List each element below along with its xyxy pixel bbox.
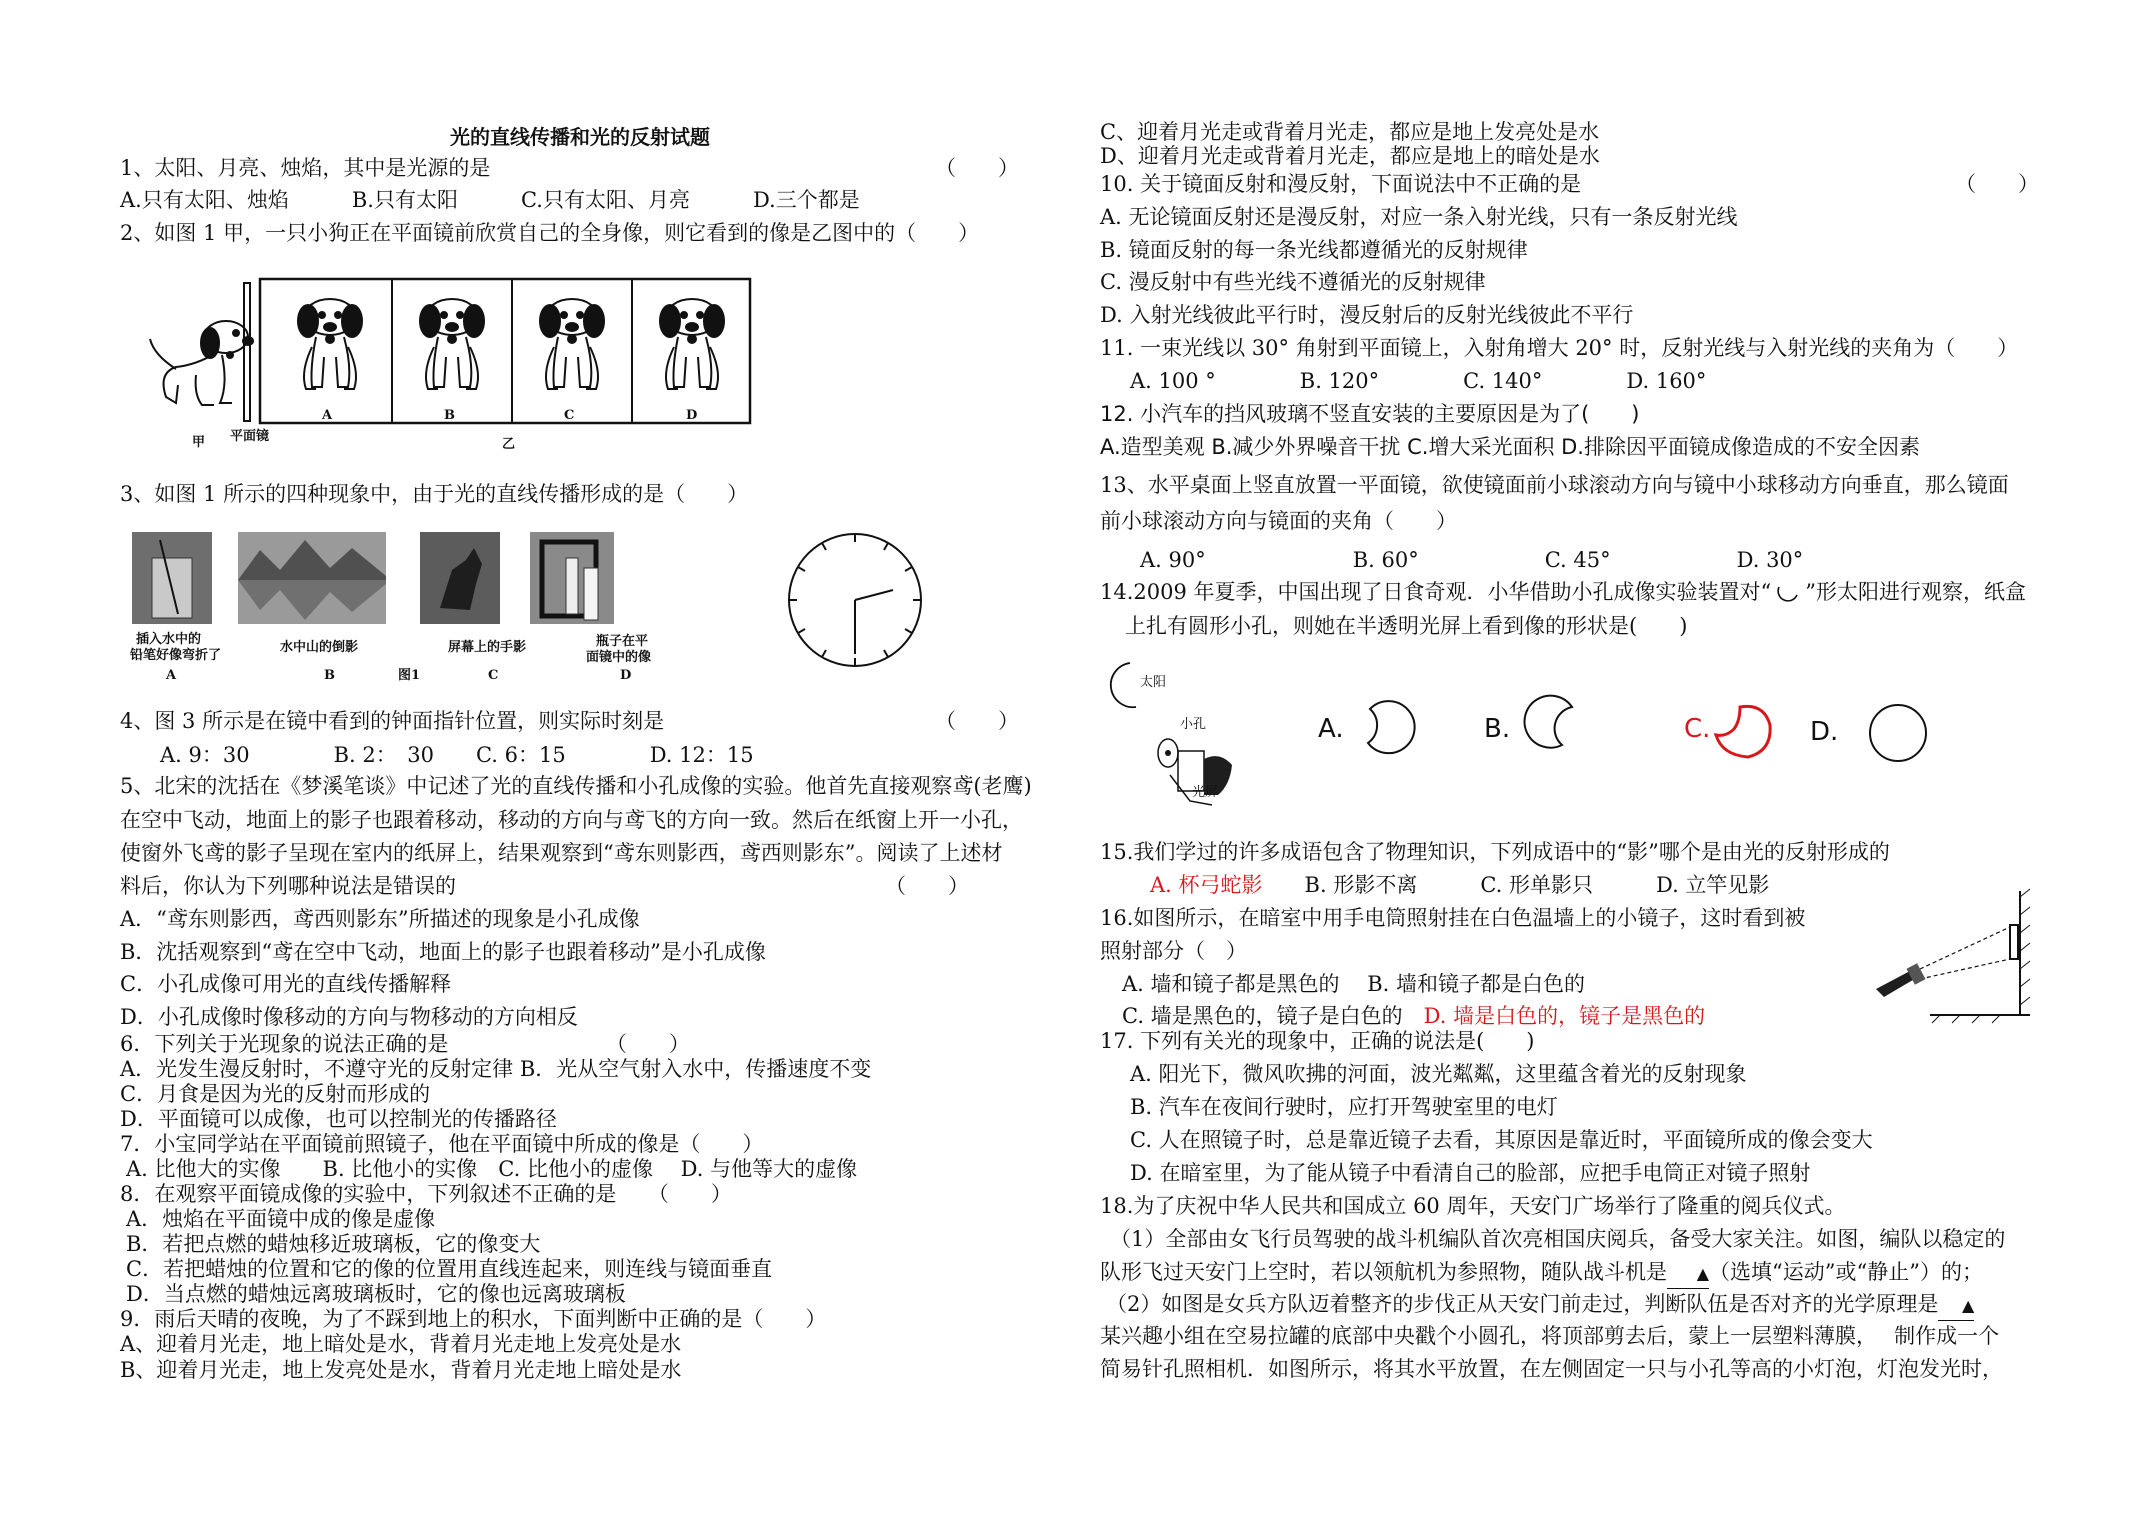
q14-stem-line1-a: 14.2009 年夏季，中国出现了日食奇观．小华借助小孔成像实验装置对“ — [1100, 580, 1772, 604]
q5-option-b: B．沈括观察到“鸢在空中飞动，地面上的影子也跟着移动”是小孔成像 — [120, 940, 766, 964]
fig2-c-label: C — [488, 668, 499, 683]
fig1-label-yi: 乙 — [502, 437, 516, 452]
fig2-a-caption-1: 插入水中的 — [136, 632, 202, 647]
dog-mirror-figure — [140, 275, 760, 455]
q17-option-c: C. 人在照镜子时，总是靠近镜子去看，其原因是靠近时，平面镜所成的像会变大 — [1130, 1128, 1873, 1152]
q18-answer-blank-1[interactable] — [1667, 1258, 1709, 1289]
q18-part3-line1: 某兴趣小组在空易拉罐的底部中央戳个小圆孔，将顶部剪去后，蒙上一层塑料薄膜， 制作成一个 — [1100, 1324, 2000, 1348]
q4-answer-paren: （ ） — [935, 709, 1019, 733]
fig2-d-caption-2: 面镜中的像 — [586, 650, 652, 665]
q9-option-a: A、迎着月光走，地上暗处是水，背着月光走地上发亮处是水 — [120, 1332, 682, 1356]
q5-answer-paren: （ ） — [885, 874, 969, 898]
q16-option-d: D. 墙是白色的，镜子是黑色的 — [1423, 1004, 1706, 1028]
q14-option-c-label: C. — [1684, 714, 1711, 744]
q4-stem: 4、图 3 所示是在镜中看到的钟面指针位置，则实际时刻是 — [120, 709, 665, 733]
q18-part1-line2 — [1100, 1258, 1983, 1289]
q8-stem: 8．在观察平面镜成像的实验中，下列叙述不正确的是 （ ） — [120, 1182, 732, 1206]
triangle-icon: ▲ — [1962, 1296, 1975, 1315]
q18-part1-line2-text: 队形飞过天安门上空时，若以领航机为参照物，随队战斗机是 — [1100, 1260, 1667, 1284]
crescent-sun-icon — [1771, 583, 1805, 605]
q16-option-c: C. 墙是黑色的，镜子是白色的 — [1122, 1004, 1403, 1028]
q11-stem: 11. 一束光线以 30° 角射到平面镜上，入射角增大 20° 时，反射光线与入射光线的夹角为（ ） — [1100, 336, 2019, 360]
q10-option-b: B. 镜面反射的每一条光线都遵循光的反射规律 — [1100, 238, 1528, 262]
q10-stem: 10. 关于镜面反射和漫反射，下面说法中不正确的是 — [1100, 172, 1582, 196]
q5-stem-line4: 料后，你认为下列哪种说法是错误的 — [120, 874, 456, 898]
q14-label-sun: 太阳 — [1140, 675, 1167, 690]
q5-option-a: A．“鸢东则影西，鸢西则影东”所描述的现象是小孔成像 — [120, 907, 640, 931]
q16-options-cd — [1122, 1002, 1705, 1030]
q11-options: A. 100 ° B. 120° C. 140° D. 160° — [1130, 369, 1707, 393]
q8-option-d: D．当点燃的蜡烛远离玻璃板时，它的像也远离玻璃板 — [126, 1282, 626, 1306]
q6-stem: 6．下列关于光现象的说法正确的是 （ ） — [120, 1032, 690, 1056]
q14-option-d-figure — [1848, 700, 1928, 770]
fig2-a-caption-2: 铅笔好像弯折了 — [130, 648, 222, 663]
light-phenomena-figure — [130, 530, 690, 690]
fig2-b-label: B — [324, 668, 335, 683]
q8-option-c: C．若把蜡烛的位置和它的像的位置用直线连起来，则连线与镜面垂直 — [126, 1257, 773, 1281]
q15-options — [1150, 871, 1769, 899]
q18-part1-line2-choice: （选填“运动”或“静止”）的； — [1709, 1260, 1983, 1284]
q14-option-a-label: A. — [1318, 714, 1344, 744]
q16-stem-line2: 照射部分（ ） — [1100, 939, 1247, 963]
q6-options-ab: A．光发生漫反射时，不遵守光的反射定律 B．光从空气射入水中，传播速度不变 — [120, 1057, 872, 1081]
q6-option-c: C．月食是因为光的反射而形成的 — [120, 1082, 431, 1106]
q9-stem: 9．雨后天晴的夜晚，为了不踩到地上的积水，下面判断中正确的是（ ） — [120, 1307, 827, 1331]
q9-option-d: D、迎着月光走或背着月光走，都应是地上的暗处是水 — [1100, 144, 1600, 168]
q12-stem: 12. 小汽车的挡风玻璃不竖直安装的主要原因是为了( ) — [1100, 402, 1640, 426]
q13-options: A. 90° B. 60° C. 45° D. 30° — [1140, 548, 1804, 572]
clock-figure — [785, 530, 925, 670]
q15-option-a: A. 杯弓蛇影 — [1150, 873, 1263, 897]
q5-stem-line1: 5、北宋的沈括在《梦溪笔谈》中记述了光的直线传播和小孔成像的实验。他首先直接观察鸢(老鹰) — [120, 774, 1032, 798]
q17-option-d: D. 在暗室里，为了能从镜子中看清自己的脸部，应把手电筒正对镜子照射 — [1130, 1161, 1811, 1185]
q18-part2-text: （2）如图是女兵方队迈着整齐的步伐正从天安门前走过，判断队伍是否对齐的光学原理是 — [1106, 1292, 1939, 1316]
q12-options: A.造型美观 B.减少外界噪音干扰 C.增大采光面积 D.排除因平面镜成像造成的不安全因素 — [1100, 435, 1920, 459]
q1-answer-paren: （ ） — [935, 156, 1019, 180]
q10-option-a: A. 无论镜面反射还是漫反射，对应一条入射光线，只有一条反射光线 — [1100, 205, 1738, 229]
fig1-label-d: D — [686, 408, 698, 423]
triangle-icon: ▲ — [1696, 1264, 1709, 1283]
q18-answer-blank-2[interactable] — [1938, 1290, 1974, 1321]
q5-option-c: C．小孔成像可用光的直线传播解释 — [120, 972, 452, 996]
q8-option-b: B．若把点燃的蜡烛移近玻璃板，它的像变大 — [126, 1232, 541, 1256]
q18-part2-line — [1106, 1290, 1974, 1321]
q16-options-ab: A. 墙和镜子都是黑色的 B. 墙和镜子都是白色的 — [1122, 972, 1585, 996]
q6-option-d: D．平面镜可以成像，也可以控制光的传播路径 — [120, 1107, 557, 1131]
q18-part3-line2: 简易针孔照相机．如图所示，将其水平放置，在左侧固定一只与小孔等高的小灯泡，灯泡发光时， — [1100, 1357, 2003, 1381]
q14-label-screen: 光屏 — [1192, 785, 1219, 800]
q1-stem: 1、太阳、月亮、烛焰，其中是光源的是 — [120, 156, 491, 180]
q14-label-hole: 小孔 — [1180, 717, 1207, 732]
q2-stem: 2、如图 1 甲，一只小狗正在平面镜前欣赏自己的全身像，则它看到的像是乙图中的（ ） — [120, 221, 980, 245]
q13-stem-line2: 前小球滚动方向与镜面的夹角（ ） — [1100, 509, 1457, 533]
q10-option-d: D. 入射光线彼此平行时，漫反射后的反射光线彼此不平行 — [1100, 303, 1634, 327]
q4-options: A. 9：30 B. 2： 30 C. 6：15 D. 12：15 — [160, 743, 754, 767]
q14-option-b-label: B. — [1484, 714, 1511, 744]
q14-stem-line1-b: ”形太阳进行观察，纸盒 — [1805, 580, 2026, 604]
q14-stem-line1 — [1100, 578, 2026, 606]
fig2-d-label: D — [620, 668, 632, 683]
q9-option-c: C、迎着月光走或背着月光走，都应是地上发亮处是水 — [1100, 120, 1600, 144]
q14-stem-line2: 上扎有圆形小孔，则她在半透明光屏上看到像的形状是( ) — [1125, 614, 1688, 638]
q10-answer-paren: （ ） — [1955, 172, 2039, 196]
q8-option-a: A．烛焰在平面镜中成的像是虚像 — [126, 1207, 436, 1231]
q7-options: A. 比他大的实像 B. 比他小的实像 C. 比他小的虚像 D. 与他等大的虚像 — [126, 1157, 858, 1181]
q15-options-bcd: B. 形影不离 C. 形单影只 D. 立竿见影 — [1304, 873, 1770, 897]
fig2-d-caption-1: 瓶子在平 — [596, 634, 649, 649]
q5-option-d: D．小孔成像时像移动的方向与物移动的方向相反 — [120, 1005, 578, 1029]
q14-option-d-label: D. — [1810, 717, 1839, 747]
fig2-c-caption: 屏幕上的手影 — [448, 640, 527, 655]
fig2-a-label: A — [166, 668, 177, 683]
fig1-label-b: B — [444, 408, 455, 423]
page-title: 光的直线传播和光的反射试题 — [450, 125, 710, 149]
q5-stem-line3: 使窗外飞鸢的影子呈现在室内的纸屏上，结果观察到“鸢东则影西，鸢西则影东”。阅读了上述材 — [120, 841, 1003, 865]
q13-stem-line1: 13、水平桌面上竖直放置一平面镜，欲使镜面前小球滚动方向与镜中小球移动方向垂直，那么镜面 — [1100, 473, 2009, 497]
q17-option-b: B. 汽车在夜间行驶时，应打开驾驶室里的电灯 — [1130, 1095, 1558, 1119]
fig1-label-mirror: 平面镜 — [230, 429, 270, 444]
flashlight-mirror-figure — [1870, 885, 2040, 1025]
q3-stem: 3、如图 1 所示的四种现象中，由于光的直线传播形成的是（ ） — [120, 482, 749, 506]
q17-option-a: A. 阳光下，微风吹拂的河面，波光粼粼，这里蕴含着光的反射现象 — [1130, 1062, 1747, 1086]
q10-option-c: C. 漫反射中有些光线不遵循光的反射规律 — [1100, 270, 1486, 294]
fig1-label-a: A — [322, 408, 333, 423]
q15-stem: 15.我们学过的许多成语包含了物理知识，下列成语中的“影”哪个是由光的反射形成的 — [1100, 840, 1890, 864]
q18-stem: 18.为了庆祝中华人民共和国成立 60 周年，天安门广场举行了隆重的阅兵仪式。 — [1100, 1194, 1846, 1218]
q5-stem-line2: 在空中飞动，地面上的影子也跟着移动，移动的方向与鸢飞的方向一致。然后在纸窗上开一小孔， — [120, 808, 1023, 832]
fig1-label-jia: 甲 — [192, 435, 206, 450]
q9-option-b: B、迎着月光走，地上发亮处是水，背着月光走地上暗处是水 — [120, 1358, 682, 1382]
fig2-tu-label: 图1 — [398, 668, 421, 683]
fig2-b-caption: 水中山的倒影 — [280, 640, 359, 655]
q16-stem-line1: 16.如图所示，在暗室中用手电筒照射挂在白色温墙上的小镜子，这时看到被 — [1100, 906, 1806, 930]
q17-stem: 17. 下列有关光的现象中，正确的说法是( ) — [1100, 1029, 1535, 1053]
fig1-label-c: C — [564, 408, 575, 423]
q7-stem: 7．小宝同学站在平面镜前照镜子，他在平面镜中所成的像是（ ） — [120, 1132, 764, 1156]
q1-options: A.只有太阳、烛焰 B.只有太阳 C.只有太阳、月亮 D.三个都是 — [120, 188, 860, 212]
q18-part1-line1: （1）全部由女飞行员驾驶的战斗机编队首次亮相国庆阅兵，备受大家关注。如图，编队以稳定的 — [1110, 1227, 2006, 1251]
pinhole-eclipse-figure — [1100, 655, 1820, 815]
